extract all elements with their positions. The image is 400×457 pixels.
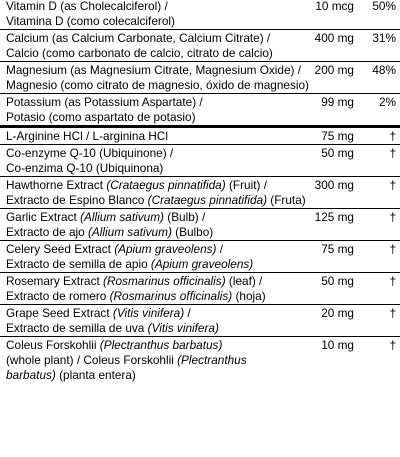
name-text: Garlic Extract xyxy=(6,210,81,224)
name-text: Magnesio (como citrato de magnesio, óxido de magnesio) xyxy=(6,78,309,92)
ingredient-row xyxy=(0,304,400,336)
ingredient-name-line xyxy=(6,161,312,176)
ingredient-name xyxy=(6,338,312,383)
amount-per-serving: 125 mg xyxy=(314,210,354,224)
name-text: Hawthorne Extract xyxy=(6,178,107,192)
name-text: Potasio (como aspartato de potasio) xyxy=(6,110,196,124)
ingredient-name-line xyxy=(6,110,312,125)
ingredient-name xyxy=(6,274,312,304)
ingredient-name-line xyxy=(6,257,312,272)
ingredient-row xyxy=(0,208,400,240)
latin-name: barbatus) xyxy=(6,368,56,382)
ingredient-name-line xyxy=(6,368,312,383)
ingredient-name-line xyxy=(6,274,312,289)
ingredient-name-line xyxy=(6,321,312,336)
ingredient-name-line xyxy=(6,63,312,78)
name-text: Co-enzyme Q-10 (Ubiquinone) / xyxy=(6,146,174,160)
name-text: Calcium (as Calcium Carbonate, Calcium Citrate) / xyxy=(6,31,271,45)
daily-value: † xyxy=(389,274,396,288)
name-text: Vitamina D (como colecalciferol) xyxy=(6,14,175,28)
name-text: Extracto de romero xyxy=(6,289,110,303)
latin-name: (Vitis vinifera) xyxy=(112,306,185,320)
latin-name: (Plectranthus xyxy=(177,353,247,367)
ingredient-name xyxy=(6,31,312,61)
ingredient-name-line xyxy=(6,31,312,46)
ingredient-name-line xyxy=(6,193,312,208)
name-text: Grape Seed Extract xyxy=(6,306,113,320)
daily-value: 50% xyxy=(372,0,396,13)
ingredient-name xyxy=(6,129,312,144)
amount-per-serving: 10 mg xyxy=(321,338,354,352)
ingredient-row xyxy=(0,176,400,208)
daily-value: † xyxy=(389,178,396,192)
ingredient-name-line xyxy=(6,225,312,240)
daily-value: † xyxy=(389,338,396,352)
ingredient-name-line xyxy=(6,289,312,304)
ingredient-name xyxy=(6,242,312,272)
name-text: Potassium (as Potassium Aspartate) / xyxy=(6,95,203,109)
amount-per-serving: 50 mg xyxy=(321,146,354,160)
ingredient-row xyxy=(0,125,400,144)
name-text: (planta entera) xyxy=(55,368,136,382)
amount-per-serving: 200 mg xyxy=(314,63,354,77)
latin-name: (Crataegus pinnatifida) xyxy=(147,193,268,207)
name-text: Co-enzima Q-10 (Ubiquinona) xyxy=(6,161,164,175)
amount-per-serving: 50 mg xyxy=(321,274,354,288)
daily-value: † xyxy=(389,129,396,143)
name-text: / xyxy=(184,306,191,320)
name-text: Calcio (como carbonato de calcio, citrato de calcio) xyxy=(6,46,273,60)
ingredient-name-line xyxy=(6,0,312,14)
name-text: (Fruit) / xyxy=(225,178,267,192)
latin-name: (Crataegus pinnatifida) xyxy=(106,178,226,192)
ingredient-name xyxy=(6,63,312,93)
ingredient-row xyxy=(0,336,400,383)
name-text: (Bulbo) xyxy=(171,225,214,239)
amount-per-serving: 99 mg xyxy=(321,95,354,109)
daily-value: † xyxy=(389,242,396,256)
ingredient-name-line xyxy=(6,46,312,61)
daily-value: 31% xyxy=(372,31,396,45)
ingredient-name-line xyxy=(6,242,312,257)
daily-value: † xyxy=(389,146,396,160)
ingredient-name-line xyxy=(6,14,312,29)
name-text: (Fruta) xyxy=(267,193,306,207)
ingredient-row xyxy=(0,240,400,272)
latin-name: (Plectranthus barbatus) xyxy=(99,338,223,352)
ingredient-row xyxy=(0,144,400,176)
ingredient-row xyxy=(0,272,400,304)
name-text: (Bulb) / xyxy=(163,210,206,224)
name-text: Magnesium (as Magnesium Citrate, Magnesium Oxide) / xyxy=(6,63,302,77)
daily-value: 48% xyxy=(372,63,396,77)
amount-per-serving: 300 mg xyxy=(314,178,354,192)
ingredient-row xyxy=(0,0,400,29)
ingredient-name xyxy=(6,210,312,240)
daily-value: † xyxy=(389,306,396,320)
ingredient-name-line xyxy=(6,95,312,110)
ingredient-name xyxy=(6,178,312,208)
ingredient-name-line xyxy=(6,338,312,353)
name-text: Extracto de ajo xyxy=(6,225,88,239)
latin-name: (Apium graveolens) xyxy=(114,242,217,256)
latin-name: (Rosmarinus officinalis) xyxy=(109,289,233,303)
ingredient-row xyxy=(0,61,400,93)
ingredient-row xyxy=(0,29,400,61)
latin-name: (Vitis vinifera) xyxy=(147,321,219,335)
ingredient-name xyxy=(6,95,312,125)
name-text: Vitamin D (as Cholecalciferol) / xyxy=(6,0,168,13)
name-text: Extracto de semilla de uva xyxy=(6,321,148,335)
daily-value: † xyxy=(389,210,396,224)
ingredient-name xyxy=(6,306,312,336)
ingredient-name-line xyxy=(6,146,312,161)
name-text: Extracto de semilla de apio xyxy=(6,257,151,271)
daily-value: 2% xyxy=(378,95,396,109)
latin-name: (Allium sativum) xyxy=(87,225,172,239)
name-text: / xyxy=(216,242,224,256)
latin-name: (Apium graveolens) xyxy=(150,257,254,271)
ingredient-name xyxy=(6,146,312,176)
amount-per-serving: 10 mcg xyxy=(315,0,354,13)
amount-per-serving: 20 mg xyxy=(321,306,354,320)
ingredient-name-line xyxy=(6,178,312,193)
latin-name: (Rosmarinus officinalis) xyxy=(103,274,226,288)
name-text: Celery Seed Extract xyxy=(6,242,115,256)
ingredient-row xyxy=(0,93,400,125)
name-text: Rosemary Extract xyxy=(6,274,104,288)
name-text: Extracto de Espino Blanco xyxy=(6,193,148,207)
amount-per-serving: 400 mg xyxy=(314,31,354,45)
latin-name: (Allium sativum) xyxy=(80,210,164,224)
ingredient-name-line xyxy=(6,78,312,93)
ingredient-name-line xyxy=(6,306,312,321)
ingredient-name-line xyxy=(6,129,312,144)
name-text: Coleus Forskohlii xyxy=(6,338,100,352)
name-text: (leaf) / xyxy=(225,274,263,288)
name-text: (whole plant) / Coleus Forskohlii xyxy=(6,353,178,367)
ingredient-name xyxy=(6,0,312,29)
ingredient-name-line xyxy=(6,210,312,225)
name-text: L-Arginine HCl / L-arginina HCl xyxy=(6,129,168,143)
name-text: (hoja) xyxy=(232,289,266,303)
amount-per-serving: 75 mg xyxy=(321,129,354,143)
ingredient-name-line xyxy=(6,353,312,368)
amount-per-serving: 75 mg xyxy=(321,242,354,256)
